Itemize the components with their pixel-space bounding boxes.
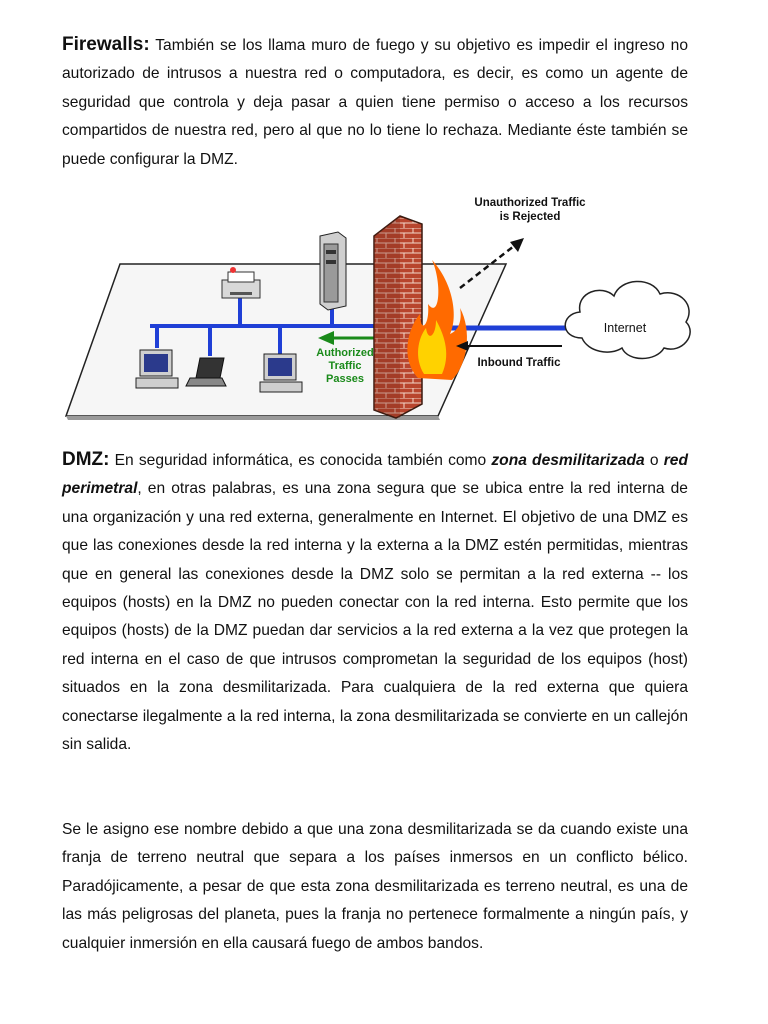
dmz-text-2: o [644,452,664,469]
firewalls-paragraph [62,31,688,174]
dmz-text-1: En seguridad informática, es conocida también como [109,452,492,469]
dmz-text-3: , en otras palabras, es una zona segura que se ubica entre la red interna de una organización y una red externa, generalmente en Internet. El objetivo de una DMZ es que las conexiones desde la red interna y la externa a la DMZ estén permitidas, mientras que en general las conexiones desde la DMZ solo se permitan a la red externa -- los equipos (hosts) en la DMZ no pueden conectar con la red interna. Esto permite que los equipos (hosts) de la DMZ puedan dar servicios a la red externa a la vez que protegen la red interna en el caso de que intrusos comprometan la seguridad de los equipos (host) situados en la zona desmilitarizada. Para cualquiera de la red externa que quiera conectarse ilegalmente a la red interna, la zona desmilitarizada se convierte en un callejón sin salida. [62,480,688,754]
authorized-label-3: Passes [326,373,364,385]
firewalls-text: También se los llama muro de fuego y su objetivo es impedir el ingreso no autorizado de intrusos a nuestra red o computadora, es decir, es como un agente de seguridad que controla y deja pasar a quien tiene permiso o acceso a los recursos compartidos de nuestra red, pero al que no lo tiene lo rechaza. Mediante éste también se puede configurar la DMZ. [62,37,688,168]
desktop-computer-icon [136,350,178,388]
network-plane-shadow [66,416,440,420]
internet-label: Internet [603,321,647,335]
server-icon [320,232,346,310]
firewalls-term: Firewalls: [62,34,150,55]
authorized-label-2: Traffic [328,360,362,372]
firewall-wall-icon [374,216,422,418]
name-origin-paragraph: Se le asigno ese nombre debido a que una zona desmilitarizada se da cuando existe una franja de terreno neutral que separa a los países inmersos en un conflicto bélico. Paradójicamente, a pesar de que esta zona desmilitarizada es terreno neutral, es una de las más peligrosas del planeta, pues la franja no pertenece formalmente a ningún país, y cualquier inmersión en ella causará fuego de ambos bandos. [62,821,688,952]
dmz-paragraph [62,446,688,759]
unauthorized-label-1: Unauthorized Traffic [474,197,586,209]
authorized-label-1: Authorized [316,347,374,359]
internet-cloud-icon [565,281,690,358]
inbound-label: Inbound Traffic [477,357,561,369]
firewall-diagram [62,188,696,428]
unauthorized-label-2: is Rejected [499,211,561,223]
printer-icon [222,267,260,298]
desktop-computer-icon [260,354,302,392]
inbound-arrow-icon [456,341,562,351]
dmz-term: DMZ: [62,449,110,470]
dmz-emphasis-1: zona desmilitarizada [491,452,645,469]
dmz-emphasis-2: red perimetral [62,452,688,498]
